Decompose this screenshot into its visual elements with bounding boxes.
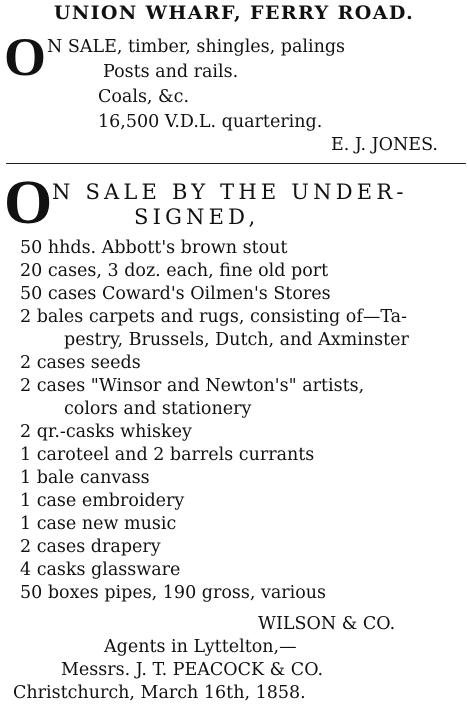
notice2-item: 4 casks glassware — [20, 560, 181, 580]
notice1-dropcap: O — [4, 27, 47, 87]
section-divider — [6, 163, 466, 164]
messrs-line: Messrs. J. T. PEACOCK & CO. — [61, 660, 324, 680]
notice2-heading-line1: N SALE BY THE UNDER- — [52, 180, 408, 204]
notice2-item: 1 case embroidery — [20, 491, 185, 511]
notice2-item: 50 boxes pipes, 190 gross, various — [20, 583, 327, 603]
place-date: Christchurch, March 16th, 1858. — [13, 683, 306, 703]
notice2-dropcap: O — [4, 169, 53, 237]
notice1-line-4: 16,500 V.D.L. quartering. — [98, 112, 323, 132]
notice2-item: 1 case new music — [20, 514, 177, 534]
notice2-item: 20 cases, 3 doz. each, fine old port — [20, 261, 329, 281]
notice2-item-continued: pestry, Brussels, Dutch, and Axminster — [64, 330, 409, 350]
notice2-item: 50 hhds. Abbott's brown stout — [20, 238, 288, 258]
notice2-heading-line2: SIGNED, — [134, 205, 260, 229]
notice2-item: 1 bale canvass — [20, 468, 150, 488]
notice2-item: 2 bales carpets and rugs, consisting of—Ta- — [20, 307, 407, 327]
notice1-signature: E. J. JONES. — [330, 135, 438, 155]
notice2-item: 2 cases "Winsor and Newton's" artists, — [20, 376, 365, 396]
notice1-line-1: N SALE, timber, shingles, palings — [47, 37, 346, 57]
agent-role: Agents in Lyttelton,— — [104, 637, 297, 657]
notice1-line-3: Coals, &c. — [98, 87, 190, 107]
notice2-item: 2 cases drapery — [20, 537, 161, 557]
notice2-item: 1 caroteel and 2 barrels currants — [20, 445, 315, 465]
agent-name: WILSON & CO. — [258, 614, 396, 634]
notice2-item-continued: colors and stationery — [64, 399, 252, 419]
notice1-heading: UNION WHARF, FERRY ROAD. — [53, 2, 415, 24]
notice1-line-2: Posts and rails. — [103, 62, 239, 82]
notice2-item: 2 qr.-casks whiskey — [20, 422, 192, 442]
notice2-item: 2 cases seeds — [20, 353, 141, 373]
notice2-item: 50 cases Coward's Oilmen's Stores — [20, 284, 331, 304]
